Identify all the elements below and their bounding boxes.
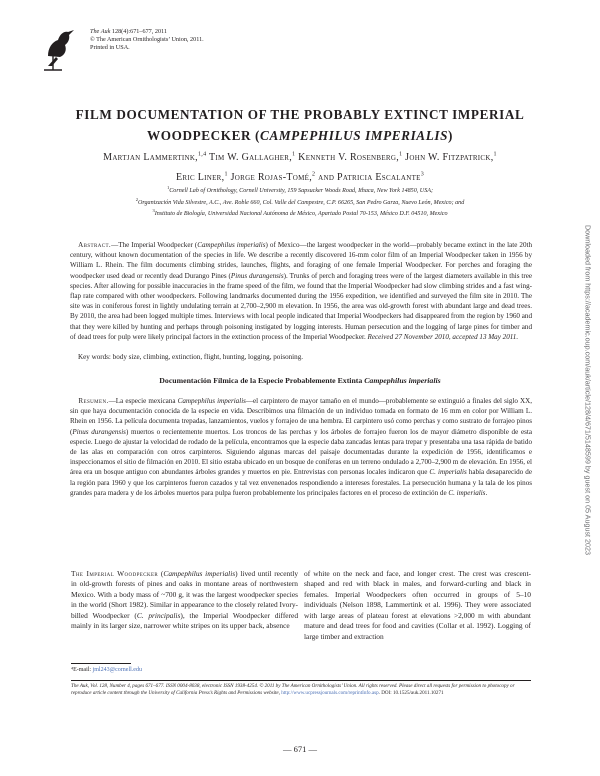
journal-copyright: © The American Ornithologists’ Union, 2011.	[90, 35, 204, 43]
affiliation: $^3$Instituto de Biología, Universidad Nacional Autónoma de México, Apartado Postal 70-153, México D.F. 04510, Mexico	[152, 208, 448, 218]
download-watermark	[582, 200, 594, 580]
publication-meta: The Auk, Vol. 128, Number 4, pages 671–677. ISSN 0004-8038, electronic ISSN 1938-4254. © 2011 by The American Ornithologists’ Union. All rights reserved. Please direct all requests for permission to photocopy or reproduce article content through the University of California Press’s Rights and Permissions website, http://www.ucpressjournals.com/reprintInfo.asp. DOI: 10.1525/auk.2011.10271	[71, 683, 515, 697]
affiliation: $^1$Cornell Lab of Ornithology, Cornell University, 159 Sapsucker Woods Road, Ithaca, New York 14850, USA;	[166, 185, 434, 195]
resumen-label: Resumen.	[78, 397, 109, 405]
title-line-1: FILM DOCUMENTATION OF THE PROBABLY EXTINCT IMPERIAL	[75, 107, 525, 122]
author: Eric Liner,$^1$	[175, 171, 228, 183]
page-number: — 671 —	[283, 744, 317, 754]
abstract: Abstract.—The Imperial Woodpecker (Campephilus imperialis) of Mexico—the largest woodpecker in the world—probably became extinct in the late 20th century, without known documentation of the species in life. We describe a recently discovered 16-mm color film of an Imperial Woodpecker taken in 1956 by William L. Rhein. The film documents climbing strides, launches, flights, and foraging of one female Imperial Woodpecker. For perches and foraging the woodpecker used dead or recently dead Durango Pines (Pinus durangensis). Trunks of perch and foraging trees were of the largest diameters available in this tree species. After allowing for possible inaccuracies in the frame speed of the film, we found that the Imperial Woodpecker had slow climbing strides and a fast wing-flap rate compared with other woodpeckers. Following landmarks documented during the 1956 expedition, we identified and surveyed the film site in 2010. The site was in coniferous forest in lightly undulating terrain at 2,700–2,900 m elevation. In 1956, the area was old-growth forest with abundant large and dead trees. By 2010, the area had been logged multiple times. Interviews with local people indicated that Imperial Woodpeckers had disappeared from the region by 1960 and that they were killed by hunting and perhaps through poisoning instigated by logging interests. Human persecution and the logging of large pines for timber and of dead trees for pulp were likely principal factors in the extinction process of the Imperial Woodpecker. Received 27 November 2010, accepted 13 May 2011.	[70, 241, 533, 341]
email-link[interactable]: jml243@cornell.edu	[92, 667, 142, 673]
author: John W. Fitzpatrick,$^1$	[402, 152, 497, 164]
affiliations	[60, 184, 540, 219]
abstract-label: Abstract.	[78, 241, 112, 249]
received-dates: Received 27 November 2010, accepted 13 May 2011.	[367, 332, 519, 341]
author: Martjan Lammertink,$^{1,4}$	[103, 152, 207, 164]
bottom-rule	[71, 680, 531, 681]
journal-info	[90, 28, 204, 51]
title-line-2: WOODPECKER (CAMPEPHILUS IMPERIALIS)	[146, 128, 454, 143]
aou-logo	[38, 26, 78, 78]
author: Jorge Rojas-Tomé,$^2$	[227, 171, 316, 183]
journal-volume: 128(4):671–677, 2011	[111, 28, 168, 35]
affiliation: $^2$Organización Vida Silvestre, A.C., Ave. Roble 660, Col. Valle del Campestre, C.P. 66265, San Pedro Garza, Nuevo León, Mexico; and	[135, 196, 465, 206]
author: Tim W. Gallagher,$^1$	[206, 152, 296, 164]
keywords: Key words: body size, climbing, extinction, flight, hunting, logging, poisoning.	[78, 353, 304, 361]
download-watermark-text: Downloaded from https://academic.oup.com/auk/article/128/4/671/5148599 by guest on 05 August 2023	[583, 224, 593, 556]
resumen: Resumen.—La especie mexicana Campephilus imperialis—el carpintero de mayor tamaño en el mundo—probablemente se extinguió a finales del siglo XX, sin que haya documentación conocida de la especie en vida. Describimos una filmación de un individuo tomada en formato de 16 mm en color por William L. Rhein en 1956. La película documenta trepadas, lanzamientos, vuelos y forrajeo de una hembra. El carpintero usó como perchas y como sustrato de forrajeo pinos (Pinus durangensis) muertos o recientemente muertos. Los troncos de las perchas y los árboles de forrajeo fueron los de mayor diámetro disponible de esta especie. Luego de ajustar la velocidad de rodado de la película, encontramos que la especie daba zancadas lentas para trepar y presentaba una tasa rápida de batido de las alas en comparación con otros carpinteros. Siguiendo algunas marcas del paisaje documentadas durante la expedición de 1956, identificamos e inspeccionamos el sitio de filmación en 2010. El sitio estaba ubicado en un bosque de coníferas en un terreno ondulado a 2,700–2,900 m de elevación. En 1956, el área era un bosque antiguo con abundantes árboles grandes y muertos en pie. Entrevistas con personas locales indicaron que C. imperialis había desaparecido de la región para 1960 y que los carpinteros fueron cazados y tal vez envenenados respondiendo a intereses forestales. La persecución humana y la tala de los pinos grandes para madera y de los árboles muertos para pulpa fueron probablemente los principales factores en el proceso de extinción de C. imperialis.	[70, 397, 533, 497]
body-column-right: of white on the neck and face, and longer crest. The crest was crescent-shaped and red with black in males, and forward-curling and black in females. Imperial Woodpeckers often occurred in groups of 5–10 individuals (Nelson 1898, Lammertink et al. 1996). They were associated with large areas of plateau forest at elevations >2,000 m with abundant mature and dead trees for food and cavities (Collar et al. 1992). Logging of large timber and extraction	[304, 569, 531, 641]
author-line-2	[0, 166, 600, 185]
body-column-left: The Imperial Woodpecker (Campephilus imperialis) lived until recently in old-growth forests of pines and oaks in montane areas of northwestern Mexico. With a body mass of ~700 g, it was the largest woodpecker species in the world (Short 1982). Similar in appearance to the closely related Ivory-billed Woodpecker (C. principalis), the Imperial Woodpecker differed mainly in its larger size, narrower white stripes on its upper back, absence	[71, 569, 299, 631]
journal-name: The Auk	[90, 28, 111, 35]
author-line-1	[0, 147, 600, 166]
footnote-rule	[71, 663, 131, 664]
author-list	[0, 147, 600, 186]
article-title	[0, 104, 600, 146]
permissions-link[interactable]: http://www.ucpressjournals.com/reprintInfo.asp	[281, 690, 379, 697]
author: and Patricia Escalante$^3$	[315, 171, 425, 183]
resumen-title: Documentación Fílmica de la Especie Probablemente Extinta Campephilus imperialis	[159, 376, 441, 385]
journal-printed: Printed in USA.	[90, 43, 130, 51]
footnote: ⁴E-mail: jml243@cornell.edu	[71, 667, 142, 673]
author: Kenneth V. Rosenberg,$^1$	[295, 152, 403, 164]
